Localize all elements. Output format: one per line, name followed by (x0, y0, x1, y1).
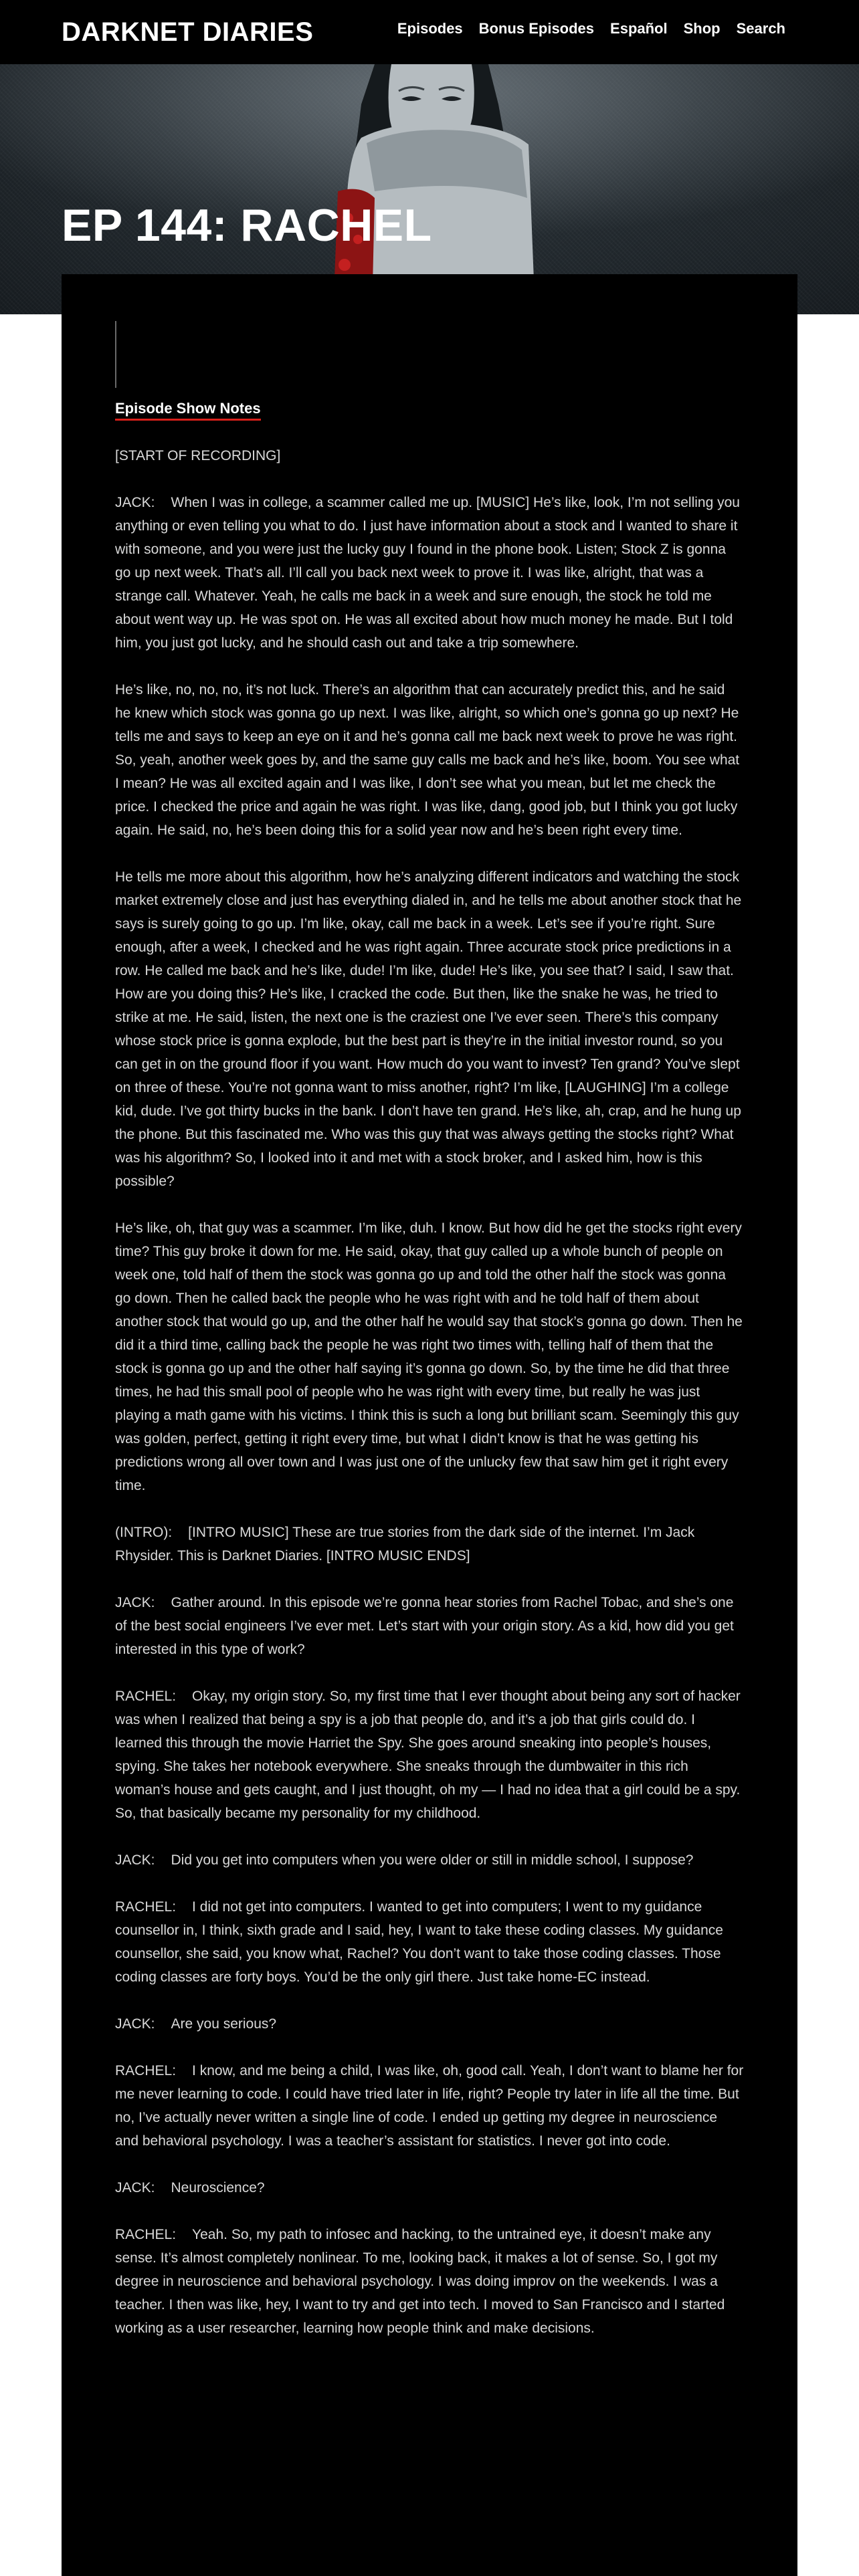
transcript-paragraph: JACK: Neuroscience? (115, 2180, 265, 2195)
nav-search[interactable]: Search (736, 20, 785, 37)
nav-espanol[interactable]: Español (610, 20, 668, 37)
episode-content (62, 274, 797, 2576)
site-header (0, 0, 859, 64)
transcript-paragraph: JACK: When I was in college, a scammer called me up. [MUSIC] He’s like, look, I’m not selling you anything or even telling you what to do. I just have information about a stock and I wanted to share it with someone, and you were just the lucky guy I found in the phone book. Listen; Stock Z is gonna go up next week. That’s all. I’ll call you back next week to prove it. I was like, alright, that was a strange call. Whatever. Yeah, he calls me back in a week and sure enough, the stock he told me about went way up. He was spot on. He was all excited about how much money he made. But I told him, you just got lucky, and he should cash out and take a trip somewhere. (115, 495, 740, 651)
speaker-label: RACHEL: (115, 1899, 177, 1915)
speaker-label: JACK: (115, 1852, 155, 1868)
transcript-paragraph: JACK: Did you get into computers when you were older or still in middle school, I suppose? (115, 1852, 694, 1868)
speaker-label: RACHEL: (115, 1689, 177, 1704)
transcript-paragraph: He tells me more about this algorithm, how he’s analyzing different indicators and watching the stock market extremely close and just has everything dialed in, and he tells me about another stock that he says is surely going to go up. I’m like, okay, call me back in a week. Let’s see if you’re right. Sure enough, after a week, I checked and he was right again. Three accurate stock price predictions in a row. He called me back and he’s like, dude! I’m like, dude! He’s like, you see that? I said, I saw that. How are you doing this? He’s like, I cracked the code. But then, like the snake he was, he tried to strike at me. He said, listen, the next one is the craziest one I’ve ever seen. There’s this company whose stock price is gonna explode, but the best part is they’re in the initial investor round, so you can get in on the ground floor if you want. How much do you want to invest? Ten grand? You’ve slept on three of these. You’re not gonna want to miss another, right? I’m like, [LAUGHING] I’m a college kid, dude. I’ve got thirty bucks in the bank. I don’t have ten grand. He’s like, ah, crap, and he hung up the phone. But this fascinated me. Who was this guy that was always getting the stocks right? What was his algorithm? So, I looked into it and met with a stock broker, and I asked him, how is this possible? (115, 869, 742, 1189)
transcript-paragraph: He’s like, no, no, no, it’s not luck. There’s an algorithm that can accurately predict this, and he said he knew which stock was gonna go up next. I was like, alright, so which one’s gonna go up next? He tells me and says to keep an eye on it and he’s gonna call me back next week to prove he was right. So, yeah, another week goes by, and the same guy calls me back and he’s like, boom. You see what I mean? He was all excited again and I was like, I don’t see what you mean, but let me check the price. I checked the price and again he was right. I was like, dang, good job, but I think you got lucky again. He said, no, he’s been doing this for a solid year now and he’s been right every time. (115, 682, 740, 838)
show-notes-link[interactable]: Episode Show Notes (115, 399, 261, 421)
transcript-paragraph: [START OF RECORDING] (115, 448, 281, 463)
speaker-label: JACK: (115, 495, 155, 510)
site-logo[interactable]: DARKNET DIARIES (62, 17, 314, 47)
transcript-paragraph: RACHEL: Yeah. So, my path to infosec and hacking, to the untrained eye, it doesn’t make any sense. It’s almost completely nonlinear. To me, looking back, it makes a lot of sense. So, I got my degree in neuroscience and behavioral psychology. I was doing improv on the weekends. I was a teacher. I then was like, hey, I want to try and get into tech. I moved to San Francisco and I started working as a user researcher, learning how people think and make decisions. (115, 2227, 725, 2336)
transcript-paragraph: (INTRO): [INTRO MUSIC] These are true stories from the dark side of the internet. I’m Jack Rhysider. This is Darknet Diaries. [INTRO MUSIC ENDS] (115, 1525, 695, 1564)
audio-player-placeholder (115, 321, 116, 388)
episode-title: EP 144: RACHEL (62, 200, 432, 251)
nav-bonus-episodes[interactable]: Bonus Episodes (478, 20, 595, 37)
nav-episodes[interactable]: Episodes (397, 20, 463, 37)
transcript-paragraph: RACHEL: I did not get into computers. I wanted to get into computers; I went to my guidance counsellor in, I think, sixth grade and I said, hey, I want to take these coding classes. My guidance counsellor, she said, you know what, Rachel? You don’t want to take those coding classes. Those coding classes are forty boys. You’d be the only girl there. Just take home-EC instead. (115, 1899, 723, 1985)
speaker-label: (INTRO): (115, 1525, 173, 1540)
speaker-label: RACHEL: (115, 2227, 177, 2242)
speaker-label: JACK: (115, 2180, 155, 2195)
speaker-label: RACHEL: (115, 2063, 177, 2078)
transcript-paragraph: JACK: Are you serious? (115, 2016, 277, 2032)
transcript-paragraph: JACK: Gather around. In this episode we’re gonna hear stories from Rachel Tobac, and she’s one of the best social engineers I’ve ever met. Let’s start with your origin story. As a kid, how did you get interested in this type of work? (115, 1595, 734, 1657)
speaker-label: JACK: (115, 1595, 155, 1610)
transcript-paragraph: He’s like, oh, that guy was a scammer. I’m like, duh. I know. But how did he get the stocks right every time? This guy broke it down for me. He said, okay, that guy called up a whole bunch of people on week one, told half of them the stock was gonna go up and told the other half the stock was gonna go down. Then he called back the people who he was right with and he told half of them about another stock that would go up, and the other half he would say that stock’s gonna go down. Then he did it a third time, calling back the people he was right two times with, telling half of them that the stock is gonna go up and the other half saying it’s gonna go down. So, by the time he did that three times, he had this small pool of people who he was right with every time, but really he was just playing a math game with his victims. I think this is such a long but brilliant scam. Seemingly this guy was golden, perfect, getting it right every time, but what I didn’t know is that he was getting his predictions wrong all over town and I was just one of the unlucky few that saw him get it right every time. (115, 1220, 743, 1493)
transcript (115, 397, 744, 2363)
main-nav (381, 20, 785, 37)
transcript-paragraph: RACHEL: Okay, my origin story. So, my first time that I ever thought about being any sort of hacker was when I realized that being a spy is a job that people do, and it’s a job that girls could do. I learned this through the movie Harriet the Spy. She goes around sneaking into people’s houses, spying. She takes her notebook everywhere. She sneaks through the dumbwaiter in this rich woman’s house and gets caught, and I just thought, oh my — I had no idea that a girl could be a spy. So, that basically became my personality for my childhood. (115, 1689, 741, 1821)
nav-shop[interactable]: Shop (683, 20, 721, 37)
transcript-paragraph: RACHEL: I know, and me being a child, I was like, oh, good call. Yeah, I don’t want to blame her for me never learning to code. I could have tried later in life, right? People try later in life all the time. But no, I’ve actually never written a single line of code. I ended up getting my degree in neuroscience and behavioral psychology. I was a teacher’s assistant for statistics. I never got into code. (115, 2063, 744, 2149)
speaker-label: JACK: (115, 2016, 155, 2032)
